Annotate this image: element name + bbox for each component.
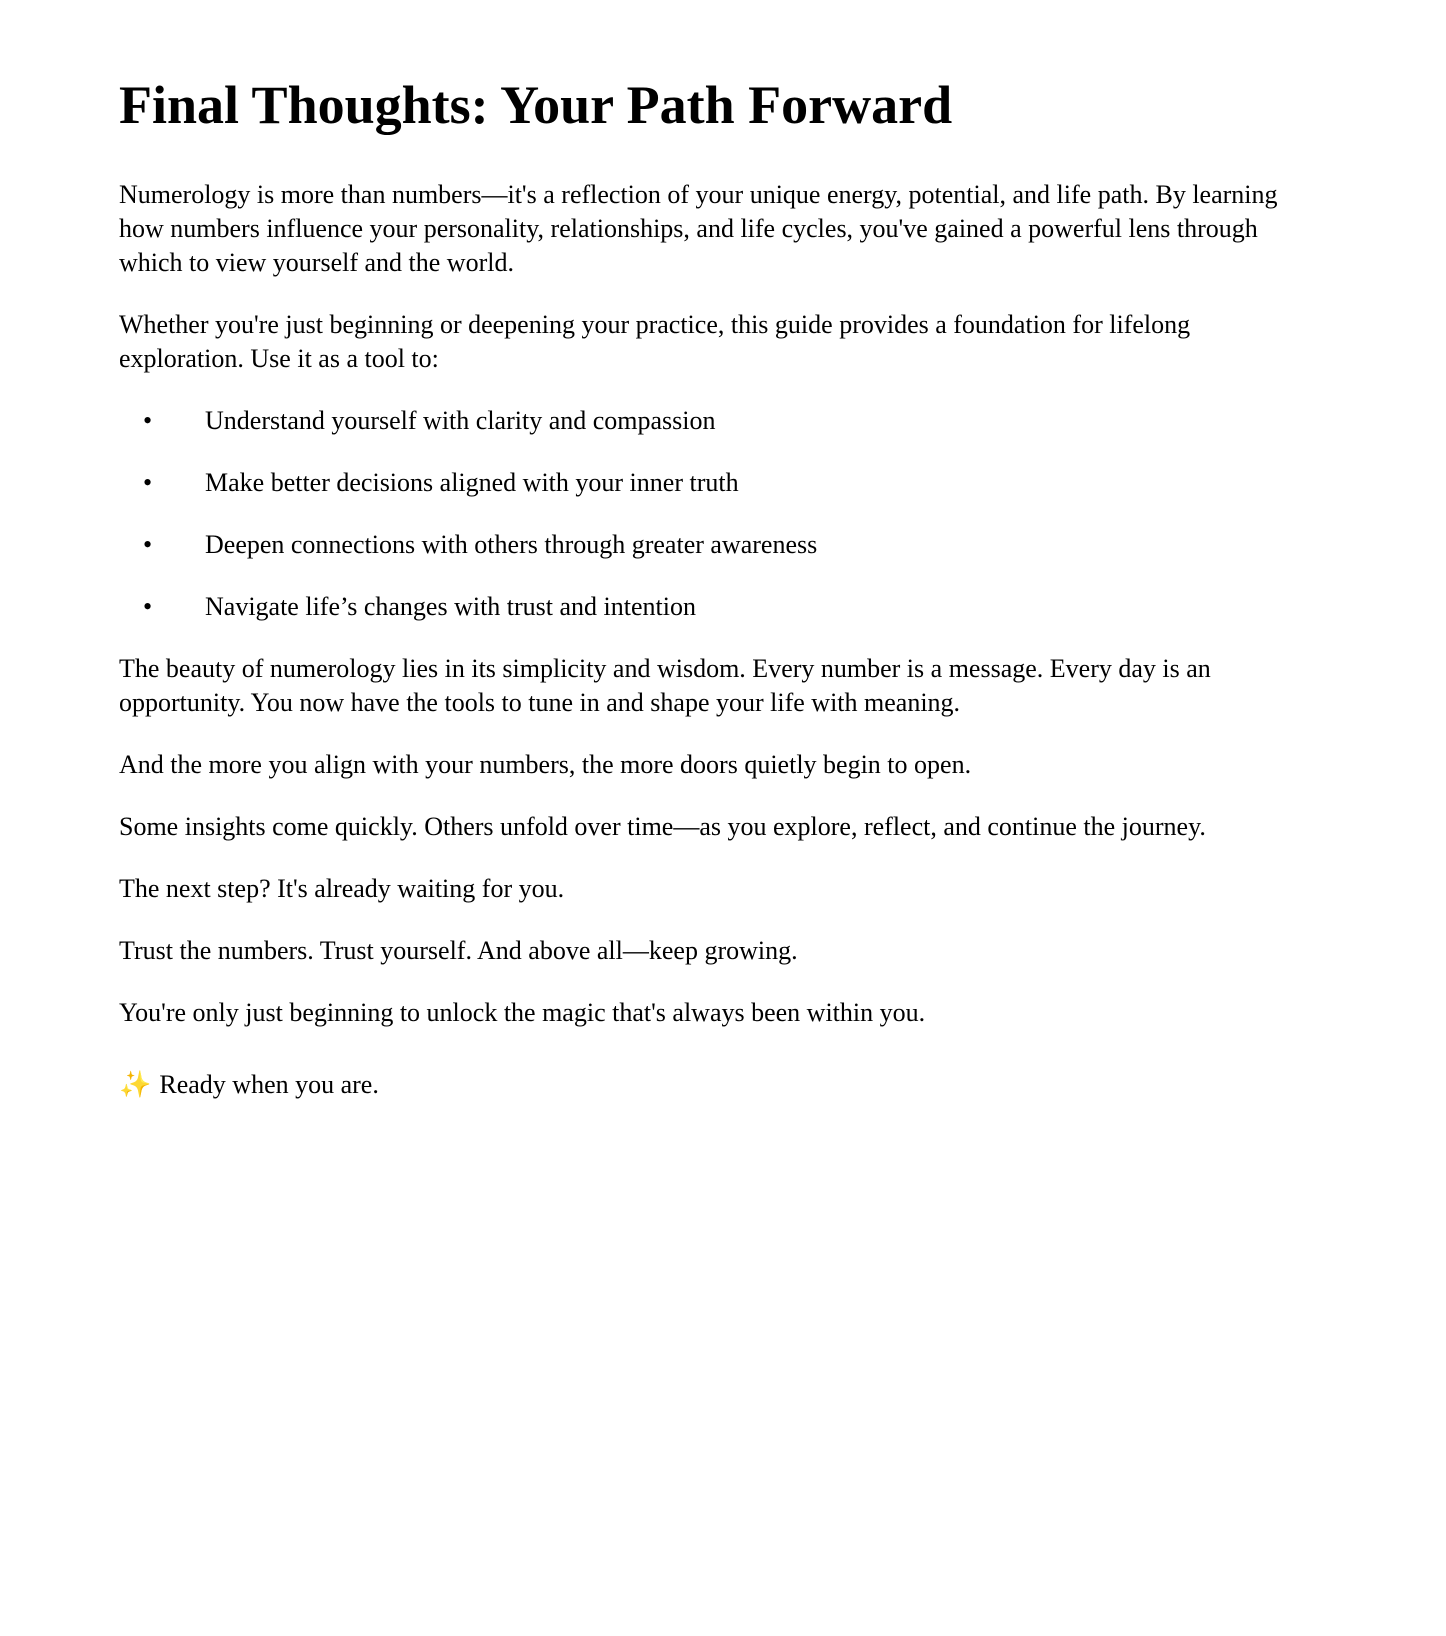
outro-paragraph: And the more you align with your numbers, the more doors quietly begin to open. <box>119 750 972 779</box>
bullet-icon: • <box>143 406 153 435</box>
page-title: Final Thoughts: Your Path Forward <box>119 75 953 135</box>
benefits-list <box>119 404 1279 624</box>
list-item-text: Understand yourself with clarity and compassion <box>205 406 716 435</box>
intro-paragraph: Whether you're just beginning or deepening your practice, this guide provides a foundation for lifelong exploration. Use it as a tool to: <box>119 310 1191 373</box>
closing-text: Ready when you are. <box>159 1070 379 1099</box>
list-item <box>119 590 1279 624</box>
bullet-icon: • <box>143 592 153 621</box>
outro-paragraph: The beauty of numerology lies in its simplicity and wisdom. Every number is a message. Every day is an opportunity. You now have the tools to tune in and shape your life with meaning. <box>119 654 1211 717</box>
intro-paragraph: Numerology is more than numbers—it's a reflection of your unique energy, potential, and life path. By learning how numbers influence your personality, relationships, and life cycles, you've gained a powerful lens through which to view yourself and the world. <box>119 180 1278 277</box>
bullet-icon: • <box>143 468 153 497</box>
list-item-text: Deepen connections with others through greater awareness <box>205 530 818 559</box>
list-item-text: Make better decisions aligned with your inner truth <box>205 468 739 497</box>
list-item-text: Navigate life’s changes with trust and intention <box>205 592 696 621</box>
outro-paragraph: You're only just beginning to unlock the magic that's always been within you. <box>119 998 926 1027</box>
list-item <box>119 466 1279 500</box>
document <box>119 0 1279 1102</box>
bullet-icon: • <box>143 530 153 559</box>
list-item <box>119 528 1279 562</box>
sparkles-icon: ✨ <box>119 1070 152 1099</box>
outro-paragraph: The next step? It's already waiting for you. <box>119 874 565 903</box>
closing-line <box>119 1068 1279 1102</box>
outro-paragraph: Trust the numbers. Trust yourself. And above all—keep growing. <box>119 936 798 965</box>
list-item <box>119 404 1279 438</box>
outro-paragraph: Some insights come quickly. Others unfold over time—as you explore, reflect, and continue the journey. <box>119 812 1206 841</box>
